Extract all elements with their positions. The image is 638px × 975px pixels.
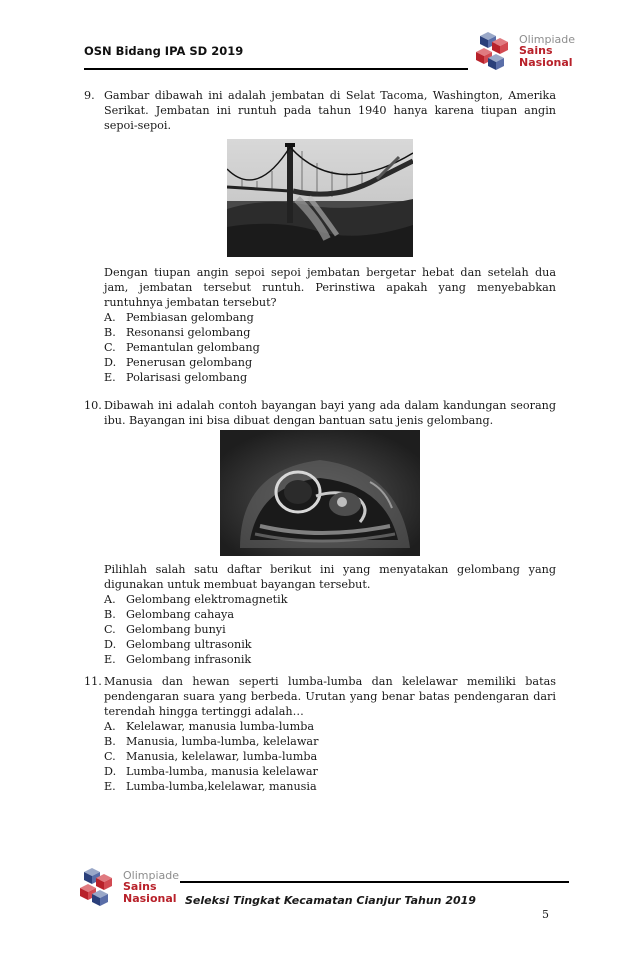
option-b[interactable]: B. Resonansi gelombang — [104, 326, 251, 339]
option-a[interactable]: A. Pembiasan gelombang — [104, 311, 254, 324]
option-a[interactable]: A. Kelelawar, manusia lumba-lumba — [104, 720, 315, 733]
question-prompt: Pilihlah salah satu daftar berikut ini yang menyatakan gelombang yang digunakan untuk membuat bayangan tersebut. — [104, 563, 556, 591]
question-10 — [84, 398, 556, 667]
logo-line-nasional: Nasional — [519, 55, 573, 69]
option-d[interactable]: D. Gelombang ultrasonik — [104, 638, 252, 651]
option-d[interactable]: D. Lumba-lumba, manusia kelelawar — [104, 765, 318, 778]
question-stem: Manusia dan hewan seperti lumba-lumba dan kelelawar memiliki batas pendengaran suara yang berbeda. Urutan yang benar batas pendengaran dari terendah hingga tertinggi adalah… — [104, 675, 556, 718]
logo-line-nasional: Nasional — [123, 891, 177, 905]
option-e[interactable]: E. Gelombang infrasonik — [104, 653, 252, 666]
option-c[interactable]: C. Gelombang bunyi — [104, 623, 226, 636]
page-number: 5 — [542, 908, 549, 921]
osn-cube-logo-icon — [78, 866, 120, 908]
options-list — [104, 310, 556, 385]
logo-line-olimpiade: Olimpiade — [519, 32, 576, 46]
question-stem: Dibawah ini adalah contoh bayangan bayi yang ada dalam kandungan seorang ibu. Bayangan ini bisa dibuat dengan bantuan satu jenis gelombang. — [104, 399, 556, 427]
option-c[interactable]: C. Manusia, kelelawar, lumba-lumba — [104, 750, 318, 763]
question-prompt: Dengan tiupan angin sepoi sepoi jembatan bergetar hebat dan setelah dua jam, jembatan tersebut runtuh. Perinstiwa apakah yang menyebabkan runtuhnya jembatan tersebut? — [104, 266, 556, 309]
header-logo — [474, 30, 575, 72]
footer-text: Seleksi Tingkat Kecamatan Cianjur Tahun 2019 — [185, 894, 476, 907]
header-title: OSN Bidang IPA SD 2019 — [84, 44, 244, 58]
option-e[interactable]: E. Lumba-lumba,kelelawar, manusia — [104, 780, 317, 793]
option-a[interactable]: A. Gelombang elektromagnetik — [104, 593, 288, 606]
question-number: 11. — [84, 675, 102, 688]
footer-logo — [78, 866, 179, 908]
question-number: 9. — [84, 89, 95, 102]
option-e[interactable]: E. Polarisasi gelombang — [104, 371, 248, 384]
footer-rule — [180, 881, 569, 883]
logo-line-sains: Sains — [519, 44, 553, 58]
option-c[interactable]: C. Pemantulan gelombang — [104, 341, 260, 354]
logo-line-sains: Sains — [123, 880, 157, 894]
options-list — [104, 592, 556, 667]
question-stem: Gambar dibawah ini adalah jembatan di Selat Tacoma, Washington, Amerika Serikat. Jembatan ini runtuh pada tahun 1940 hanya karena tiupan angin sepoi-sepoi. — [104, 89, 556, 132]
osn-cube-logo-icon — [474, 30, 516, 72]
option-d[interactable]: D. Penerusan gelombang — [104, 356, 253, 369]
header-rule — [84, 68, 468, 70]
tacoma-bridge-photo — [227, 139, 413, 257]
question-9 — [84, 88, 556, 385]
logo-line-olimpiade: Olimpiade — [123, 868, 180, 882]
options-list — [104, 719, 556, 794]
option-b[interactable]: B. Manusia, lumba-lumba, kelelawar — [104, 735, 319, 748]
question-11 — [84, 674, 556, 794]
question-number: 10. — [84, 399, 102, 412]
ultrasound-image — [220, 430, 420, 556]
option-b[interactable]: B. Gelombang cahaya — [104, 608, 235, 621]
